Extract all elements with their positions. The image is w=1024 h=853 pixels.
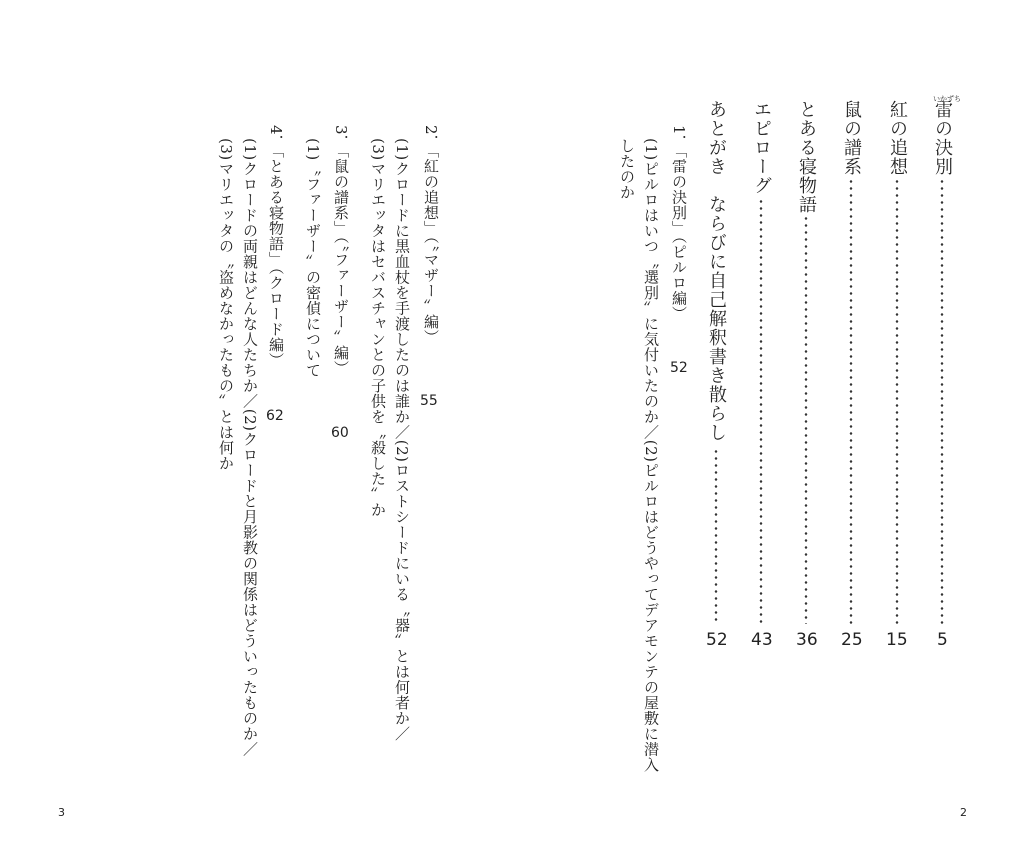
leader-dots <box>804 215 808 624</box>
section-line: (1)クロードの両親はどんな人たちか／(2)クロードと月影教の関係はどういったものか／ <box>241 138 259 757</box>
toc-title: 雷の決別 <box>932 100 953 176</box>
toc-page: 5 <box>937 630 948 650</box>
section-heading: 2．「紅の追想」（〝マザー〟編） <box>422 125 440 346</box>
leader-dots <box>849 178 853 624</box>
section-heading: 1．「雷の決別」（ピルロ編） <box>670 125 688 322</box>
toc-page: 52 <box>706 630 728 650</box>
leader-dots <box>940 178 944 624</box>
section-line: (1)〝ファーザー〟の密偵について <box>304 138 322 378</box>
toc-entry-4[interactable] <box>797 100 815 214</box>
toc-entry-3[interactable] <box>842 100 860 176</box>
toc-title: とある寝物語 <box>796 100 817 214</box>
toc-title: あとがき ならびに自己解釈書き散らし <box>706 100 727 442</box>
section-line: (3)マリエッタはセバスチャンとの子供を〝殺した〟か <box>369 138 387 518</box>
section-line: (1)クロードに黒血杖を手渡したのは誰か／(2)ロストシードにいる〝器〟とは何者か／ <box>393 138 411 742</box>
section-heading: 4．「とある寝物語」（クロード編） <box>267 125 285 369</box>
page-number-right: 2 <box>960 806 967 819</box>
section-line: (1)ピルロはいつ〝選別〟に気付いたのか／(2)ピルロはどうやってデアモンテの屋敷に潜入 <box>642 138 660 773</box>
toc-page: 43 <box>751 630 773 650</box>
toc-title: エピローグ <box>751 100 772 195</box>
section-line: したのか <box>618 138 636 200</box>
toc-entry-1[interactable] <box>933 100 951 176</box>
section-page: 55 <box>420 393 438 409</box>
section-page: 52 <box>670 360 688 376</box>
toc-entry-6[interactable] <box>707 100 725 442</box>
section-page: 62 <box>266 408 284 424</box>
section-line: (3)マリエッタの〝盗めなかったもの〟とは何か <box>217 138 235 471</box>
toc-page: 25 <box>841 630 863 650</box>
section-heading: 3．「鼠の譜系」（〝ファーザー〟編） <box>332 125 350 377</box>
toc-page: 36 <box>796 630 818 650</box>
page-number-left: 3 <box>58 806 65 819</box>
leader-dots <box>895 178 899 624</box>
section-page: 60 <box>331 425 349 441</box>
toc-page: 15 <box>886 630 908 650</box>
toc-title: 紅の追想 <box>887 100 908 176</box>
leader-dots <box>759 198 763 624</box>
furigana: いかずち <box>933 95 961 103</box>
toc-entry-5[interactable] <box>752 100 770 195</box>
toc-entry-2[interactable] <box>888 100 906 176</box>
leader-dots <box>714 448 718 624</box>
toc-title: 鼠の譜系 <box>841 100 862 176</box>
